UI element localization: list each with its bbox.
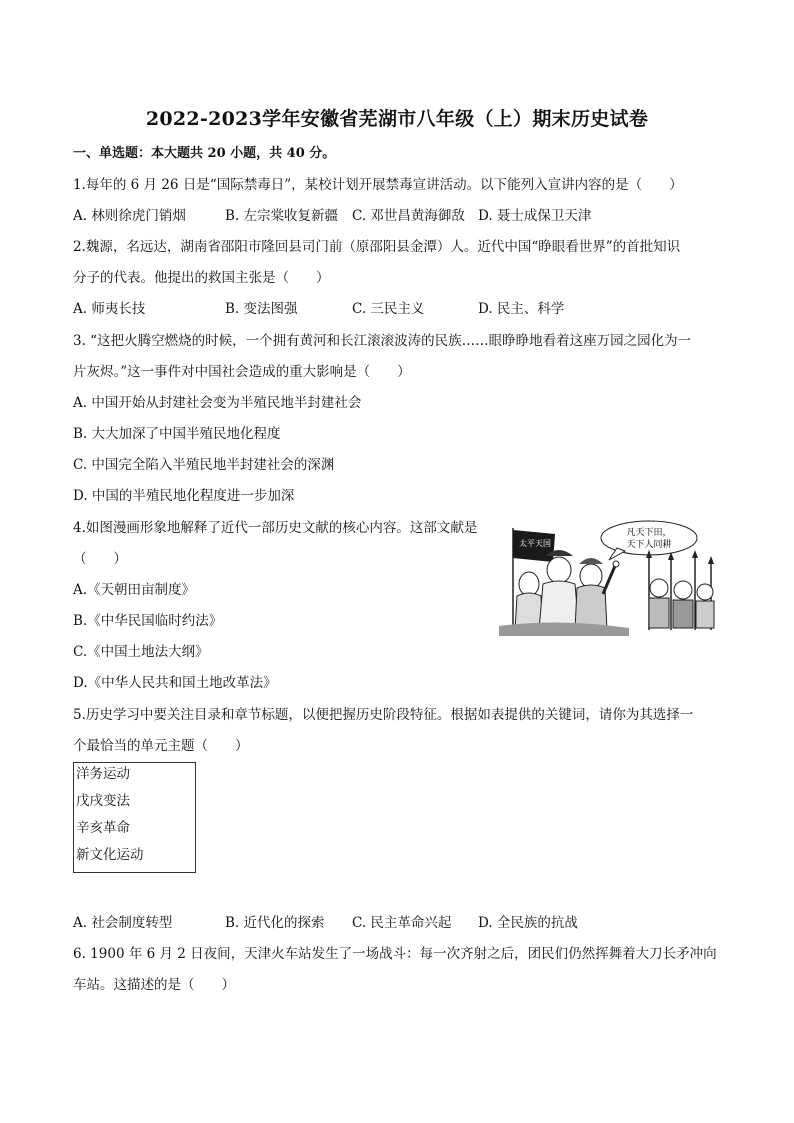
exam-title: 2022-2023学年安徽省芜湖市八年级（上）期末历史试卷	[145, 108, 649, 130]
cartoon-speech-line1: 凡天下田，	[626, 528, 672, 538]
question-5-option-a: A. 社会制度转型	[73, 915, 173, 931]
question-3-stem-line1: 3. “这把火腾空燃烧的时候，一个拥有黄河和长江滚滚波涛的民族……眼睁睁地看着这座万园之园化为一	[73, 333, 692, 349]
question-5-keyword-table	[73, 762, 196, 873]
question-4-option-a: A.《天朝田亩制度》	[73, 582, 196, 598]
question-4-option-b: B.《中华民国临时约法》	[73, 613, 223, 629]
cartoon-flag-text: 太平天国	[519, 539, 551, 548]
question-5-option-d: D. 全民族的抗战	[478, 915, 578, 931]
question-1-stem: 1.每年的 6 月 26 日是“国际禁毒日”，某校计划开展禁毒宣讲活动。以下能列入宣讲内容的是（ ）	[73, 177, 683, 193]
question-5-stem-line1: 5.历史学习中要关注目录和章节标题，以便把握历史阶段特征。根据如表提供的关键词，请你为其选择一	[73, 707, 694, 723]
question-4-stem-line2: （ ）	[73, 551, 127, 567]
question-1-option-c: C. 邓世昌黄海御敌	[352, 208, 465, 224]
question-3-option-b: B. 大大加深了中国半殖民地化程度	[73, 426, 281, 442]
question-2-option-a: A. 师夷长技	[73, 301, 146, 317]
section-heading: 一、单选题：本大题共 20 小题，共 40 分。	[73, 146, 336, 161]
question-2-option-c: C. 三民主义	[352, 301, 425, 317]
question-2-option-d: D. 民主、科学	[478, 301, 565, 317]
cartoon-speech-line2: 天下人同耕	[626, 540, 672, 550]
question-5-option-b: B. 近代化的探索	[225, 915, 325, 931]
keyword-item: 洋务运动	[76, 766, 130, 782]
question-2-stem-line2: 分子的代表。他提出的救国主张是（ ）	[73, 270, 330, 286]
keyword-item: 戊戌变法	[76, 793, 130, 809]
question-3-option-d: D. 中国的半殖民地化程度进一步加深	[73, 488, 295, 504]
question-3-option-c: C. 中国完全陷入半殖民地半封建社会的深渊	[73, 457, 335, 473]
keyword-item: 辛亥革命	[76, 820, 130, 836]
question-2-stem-line1: 2.魏源，名远达，湖南省邵阳市隆回县司门前（原邵阳县金潭）人。近代中国“睁眼看世界”的首批知识	[73, 239, 681, 255]
question-4-stem-line1: 4.如图漫画形象地解释了近代一部历史文献的核心内容。这部文献是	[73, 520, 478, 536]
question-1-option-d: D. 聂士成保卫天津	[478, 208, 592, 224]
question-6-stem-line2: 车站。这描述的是（ ）	[73, 977, 235, 993]
keyword-item: 新文化运动	[76, 847, 144, 863]
question-3-stem-line2: 片灰烬。”这一事件对中国社会造成的重大影响是（ ）	[73, 364, 411, 380]
question-4-option-c: C.《中国土地法大纲》	[73, 644, 209, 660]
question-6-stem-line1: 6. 1900 年 6 月 2 日夜间，天津火车站发生了一场战斗：每一次齐射之后，团民们仍然挥舞着大刀长矛冲向	[73, 946, 717, 962]
question-4-option-d: D.《中华人民共和国土地改革法》	[73, 675, 277, 691]
question-1-option-a: A. 林则徐虎门销烟	[73, 208, 186, 224]
question-5-stem-line2: 个最恰当的单元主题（ ）	[73, 738, 249, 754]
question-1-option-b: B. 左宗棠收复新疆	[225, 208, 339, 224]
taiping-cartoon-illustration	[499, 518, 719, 636]
question-3-option-a: A. 中国开始从封建社会变为半殖民地半封建社会	[73, 395, 362, 411]
question-5-option-c: C. 民主革命兴起	[352, 915, 452, 931]
question-2-option-b: B. 变法图强	[225, 301, 298, 317]
